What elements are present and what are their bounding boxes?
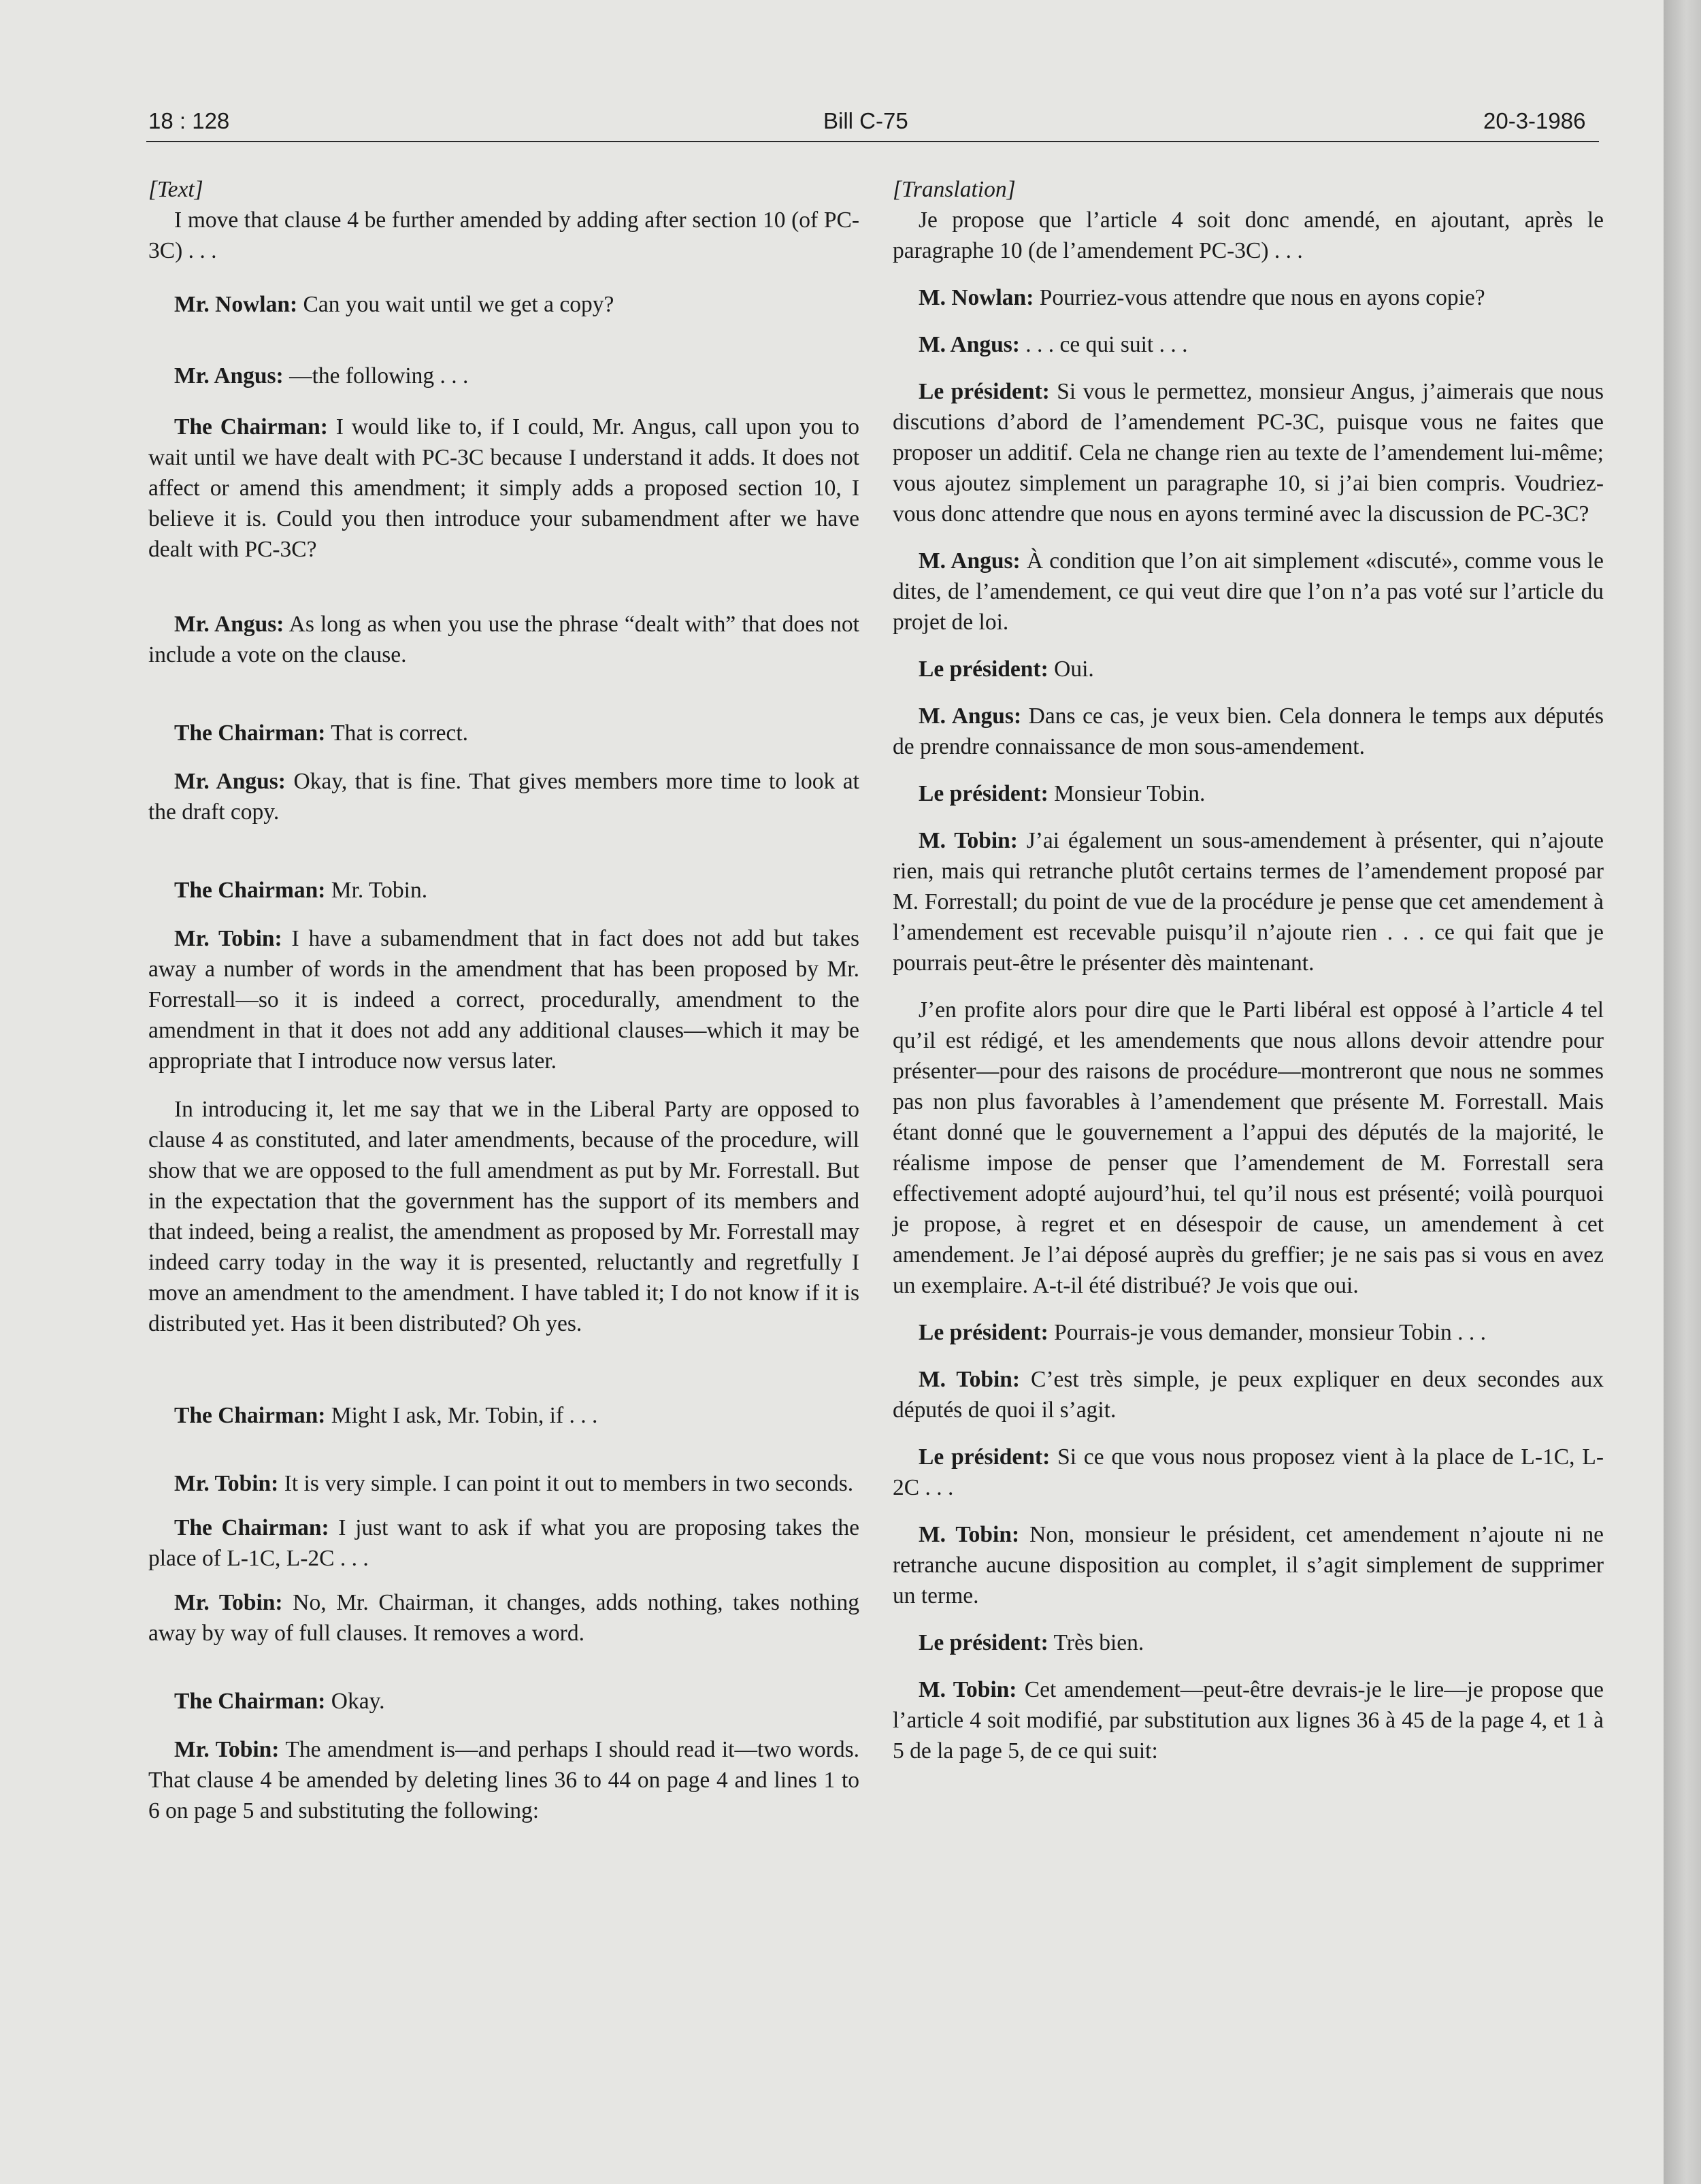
paragraph: Je propose que l’article 4 soit donc amendé, en ajoutant, après le paragraphe 10 (de l’amendement PC-3C) . . . [893,208,1604,263]
paragraph: The Chairman: That is correct. [174,721,469,746]
paragraph: The Chairman: Mr. Tobin. [174,878,428,903]
paragraph: Mr. Angus: —the following . . . [174,363,469,388]
paragraph: Le président: Si ce que vous nous proposez vient à la place de L-1C, L-2C . . . [893,1444,1604,1500]
paragraph: In introducing it, let me say that we in the Liberal Party are opposed to clause 4 as constituted, and later amendments, because of the procedure, will show that we are opposed to the full amendment as put by Mr. Forrestall. But in the expectation that the government has the support of its members and that indeed, being a realist, the amendment as proposed by Mr. Forrestall may indeed carry today in the way it is presented, reluctantly and regretfully I move an amendment to the amendment. I have tabled it; I do not know if it is distributed yet. Has it been distributed? Oh yes. [148,1097,859,1336]
paragraph: The Chairman: Okay. [174,1689,385,1714]
date: 20-3-1986 [1483,108,1586,133]
paragraph: J’en profite alors pour dire que le Parti libéral est opposé à l’article 4 tel qu’il est rédigé, et les amendements que nous allons devoir attendre pour présenter—pour des raisons de procédure—montreront que nous ne sommes pas non plus favorables à l’amendement que présente M. Forrestall. Mais étant donné que le gouvernement a l’appui des députés de la majorité, le réalisme impose de penser que l’amendement de M. Forrestall sera effectivement adopté aujourd’hui, tel qu’il nous est présenté; voilà pourquoi je propose, à regret et en désespoir de cause, un amendement à cet amendement. Je l’ai déposé auprès du greffier; je ne sais pas si vous en avez un exemplaire. A-t-il été distribué? Je vois que oui. [893,997,1604,1298]
paragraph: M. Angus: Dans ce cas, je veux bien. Cela donnera le temps aux députés de prendre connaissance de mon sous-amendement. [893,704,1604,759]
paragraph: M. Tobin: J’ai également un sous-amendement à présenter, qui n’ajoute rien, mais qui retranche plutôt certains termes de l’amendement proposé par M. Forrestall; du point de vue de la procédure je pense que cet amendement à l’amendement est recevable puisqu’il n’ajoute rien . . . ce qui fait que je pourrais peut-être le présenter dès maintenant. [893,828,1604,976]
paragraph: The Chairman: Might I ask, Mr. Tobin, if . . . [174,1403,598,1428]
scan-gutter [1664,0,1701,2184]
paragraph: Le président: Si vous le permettez, monsieur Angus, j’aimerais que nous discutions d’abord de l’amendement PC-3C, puisque vous ne faites que proposer un additif. Cela ne change rien au texte de l’amendement lui-même; vous ajoutez simplement un paragraphe 10, si j’ai bien compris. Voudriez-vous donc attendre que nous en ayons terminé avec la discussion de PC-3C? [893,379,1604,527]
paragraph: M. Angus: À condition que l’on ait simplement «discuté», comme vous le dites, de l’amendement, ce qui veut dire que l’on n’a pas voté sur l’article du projet de loi. [893,548,1604,635]
page-number: 18 : 128 [148,108,230,133]
paragraph: Mr. Tobin: The amendment is—and perhaps I should read it—two words. That clause 4 be amended by deleting lines 36 to 44 on page 4 and lines 1 to 6 on page 5 and substituting the following: [148,1737,859,1823]
paragraph: Mr. Tobin: It is very simple. I can point it out to members in two seconds. [174,1471,854,1496]
paragraph: Mr. Nowlan: Can you wait until we get a copy? [174,292,614,317]
header-rule [146,141,1599,142]
paragraph: The Chairman: I would like to, if I could, Mr. Angus, call upon you to wait until we have dealt with PC-3C because I understand it adds. It does not affect or amend this amendment; it simply adds a proposed section 10, I believe it is. Could you then introduce your subamendment after we have dealt with PC-3C? [148,414,859,562]
paragraph: M. Nowlan: Pourriez-vous attendre que nous en ayons copie? [919,285,1485,310]
bill-title: Bill C-75 [823,108,908,133]
paragraph: Mr. Tobin: No, Mr. Chairman, it changes, adds nothing, takes nothing away by way of full clauses. It removes a word. [148,1590,859,1646]
paragraph: Le président: Pourrais-je vous demander, monsieur Tobin . . . [919,1320,1487,1345]
paragraph: M. Tobin: C’est très simple, je peux expliquer en deux secondes aux députés de quoi il s’agit. [893,1367,1604,1423]
paragraph: Mr. Angus: As long as when you use the phrase “dealt with” that does not include a vote on the clause. [148,612,859,667]
french-column [893,174,1604,1780]
paragraph: M. Tobin: Cet amendement—peut-être devrais-je le lire—je propose que l’article 4 soit modifié, par substitution aux lignes 36 à 45 de la page 4, et 1 à 5 de la page 5, de ce qui suit: [893,1677,1604,1764]
paragraph: Le président: Très bien. [919,1630,1144,1655]
english-column [148,174,859,1840]
paragraph: Le président: Monsieur Tobin. [919,781,1206,806]
paragraph: Mr. Angus: Okay, that is fine. That gives members more time to look at the draft copy. [148,769,859,825]
text-label: [Text] [148,177,203,202]
paragraph: The Chairman: I just want to ask if what you are proposing takes the place of L-1C, L-2C . . . [148,1515,860,1571]
paragraph: Le président: Oui. [919,657,1094,682]
paragraph: M. Angus: . . . ce qui suit . . . [919,332,1188,357]
paragraph: Mr. Tobin: I have a subamendment that in fact does not add but takes away a number of words in the amendment that has been proposed by Mr. Forrestall—so it is indeed a correct, procedurally, amendment to the amendment in that it does not add any additional clauses—which it may be appropriate that I introduce now versus later. [148,926,859,1074]
paragraph: M. Tobin: Non, monsieur le président, cet amendement n’ajoute ni ne retranche aucune disposition au complet, il s’agit simplement de supprimer un terme. [893,1522,1604,1608]
translation-label: [Translation] [893,177,1016,202]
paragraph: I move that clause 4 be further amended by adding after section 10 (of PC-3C) . . . [148,208,859,263]
